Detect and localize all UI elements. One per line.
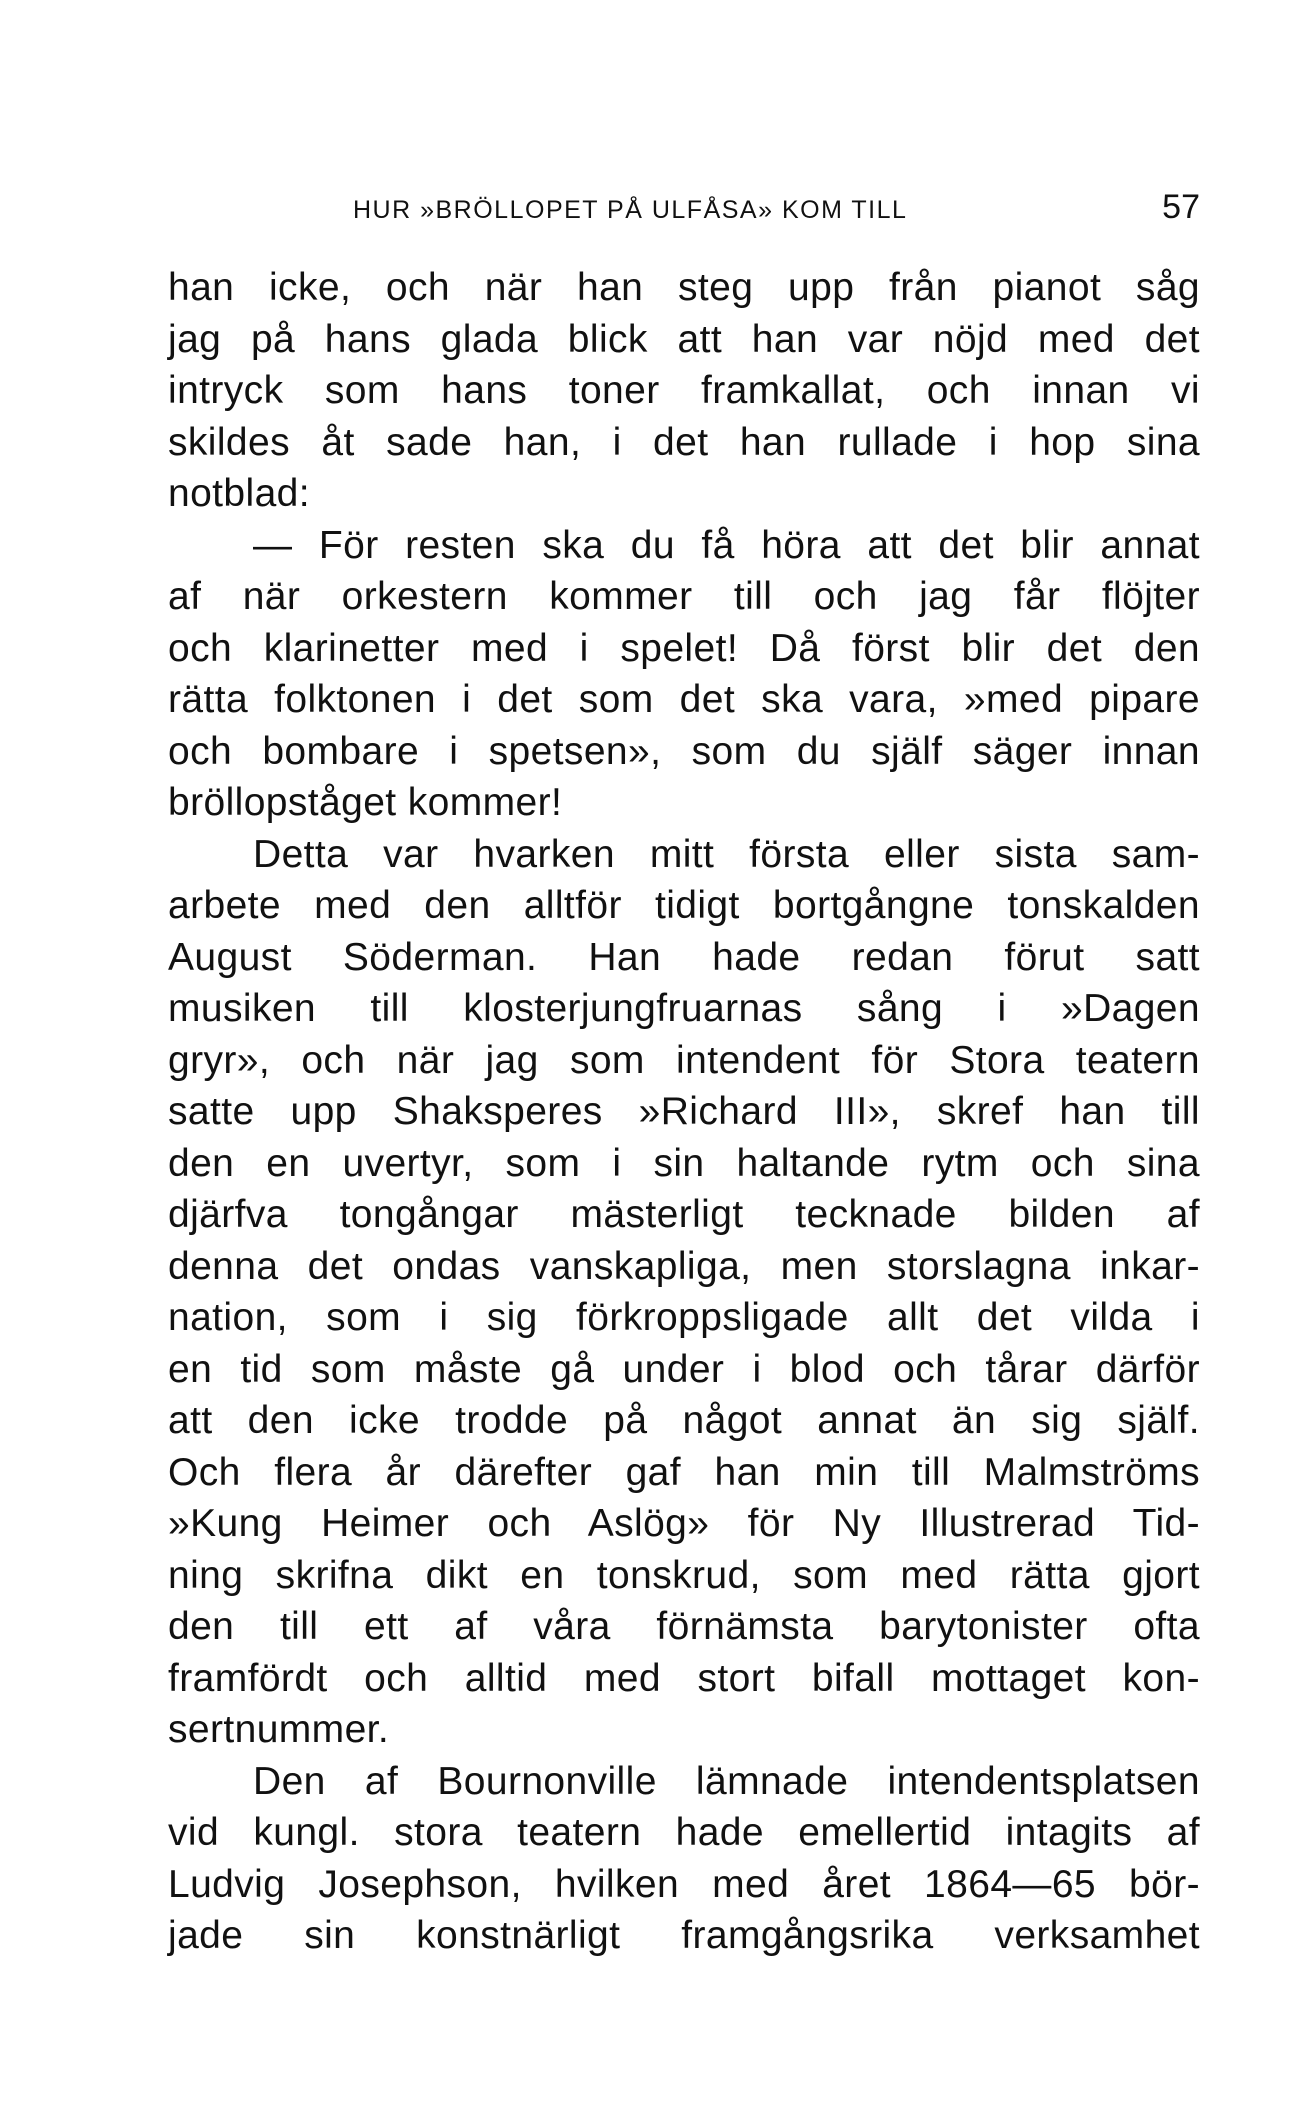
text-line: gryr», och när jag som intendent för Stora teatern bbox=[168, 1038, 1200, 1082]
text-line: ning skrifna dikt en tonskrud, som med rätta gjort bbox=[168, 1553, 1200, 1597]
text-line: en tid som måste gå under i blod och tårar därför bbox=[168, 1347, 1200, 1391]
text-line: djärfva tongångar mästerligt tecknade bilden af bbox=[168, 1193, 1200, 1236]
text-line: Ludvig Josephson, hvilken med året 1864—65 bör- bbox=[168, 1862, 1200, 1906]
text-line: bröllopståget kommer! bbox=[168, 781, 563, 824]
text-line: Detta var hvarken mitt första eller sista sam- bbox=[253, 832, 1200, 876]
running-head bbox=[168, 186, 1200, 234]
text-line: »Kung Heimer och Aslög» för Ny Illustrerad Tid- bbox=[168, 1502, 1200, 1545]
text-line: intryck som hans toner framkallat, och innan vi bbox=[168, 369, 1200, 412]
text-line: notblad: bbox=[168, 472, 310, 515]
text-line: den en uvertyr, som i sin haltande rytm och sina bbox=[168, 1141, 1200, 1185]
text-line: satte upp Shaksperes »Richard III», skref han till bbox=[168, 1090, 1200, 1133]
text-line: August Söderman. Han hade redan förut satt bbox=[168, 935, 1200, 979]
text-line: jade sin konstnärligt framgångsrika verksamhet bbox=[168, 1914, 1200, 1957]
text-line: Den af Bournonville lämnade intendentsplatsen bbox=[253, 1759, 1200, 1803]
text-line: och klarinetter med i spelet! Då först blir det den bbox=[168, 626, 1200, 670]
text-line: nation, som i sig förkroppsligade allt det vilda i bbox=[168, 1296, 1200, 1339]
text-line: vid kungl. stora teatern hade emellertid intagits af bbox=[168, 1811, 1200, 1854]
text-line: arbete med den alltför tidigt bortgångne tonskalden bbox=[168, 884, 1200, 927]
text-line: — För resten ska du få höra att det blir annat bbox=[253, 523, 1200, 567]
text-line: att den icke trodde på något annat än sig själf. bbox=[168, 1399, 1200, 1442]
text-line: och bombare i spetsen», som du själf säger innan bbox=[168, 729, 1200, 773]
running-title: HUR »BRÖLLOPET PÅ ULFÅSA» KOM TILL bbox=[353, 196, 908, 224]
text-line: jag på hans glada blick att han var nöjd med det bbox=[168, 317, 1200, 361]
text-line: rätta folktonen i det som det ska vara, »med pipare bbox=[168, 678, 1200, 721]
text-line: den till ett af våra förnämsta barytonister ofta bbox=[168, 1605, 1200, 1648]
text-line: denna det ondas vanskapliga, men storslagna inkar- bbox=[168, 1244, 1200, 1288]
text-line: han icke, och när han steg upp från pianot såg bbox=[168, 266, 1200, 309]
page-number: 57 bbox=[1162, 188, 1200, 226]
text-line: Och flera år därefter gaf han min till Malmströms bbox=[168, 1450, 1200, 1494]
body-text bbox=[168, 262, 1200, 1962]
text-line: sertnummer. bbox=[168, 1708, 390, 1751]
text-line: framfördt och alltid med stort bifall mottaget kon- bbox=[168, 1656, 1200, 1700]
text-line: skildes åt sade han, i det han rullade i hop sina bbox=[168, 420, 1200, 464]
text-line: af när orkestern kommer till och jag får flöjter bbox=[168, 575, 1200, 618]
text-line: musiken till klosterjungfruarnas sång i »Dagen bbox=[168, 987, 1200, 1030]
